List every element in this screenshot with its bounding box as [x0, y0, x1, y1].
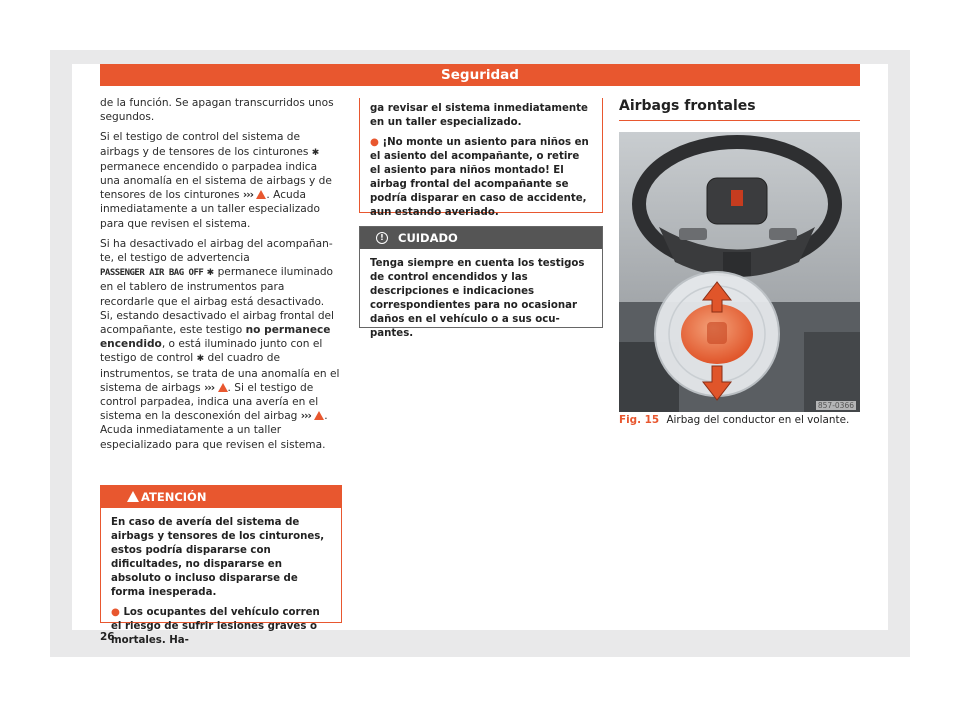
airbag-off-icon: ✱ — [206, 268, 215, 279]
paragraph: Si el testigo de control del sistema de airbags y de tensores de los cinturones ✱ permanece encendido o parpadea indica una anomalía en el sistema de airbags y de tensores de los cinturones ››› . Acuda inmediatamente a un taller especializado para que revisen el sistema. — [100, 131, 332, 230]
info-circle-icon: ! — [376, 232, 388, 244]
page-number: 26 — [100, 631, 115, 643]
cross-reference-chevrons[interactable]: ››› — [300, 410, 311, 423]
paragraph: de la función. Se apagan transcurridos unos segundos. — [100, 97, 334, 124]
figure-code: 857-0366 — [817, 401, 854, 410]
section-header: Seguridad — [100, 64, 860, 86]
care-header: ! CUIDADO — [360, 227, 602, 249]
figure-label: Fig. 15 — [619, 414, 660, 426]
figure-steering-wheel-airbag — [619, 132, 860, 412]
attention-body: En caso de avería del sistema de airbags y tensores de los cinturones, estos podría dispararse con dificultades, no dispararse en absoluto o incluso dispararse de forma inesperada. ● Los ocupantes del vehículo corren el riesgo de sufrir lesiones graves o mortales. Ha- — [111, 517, 325, 646]
attention-box-continued — [359, 98, 603, 218]
attention-body: ga revisar el sistema inmediatamente en un taller especializado. ● ¡No monte un asiento para niños en el asiento del acompañante, o retire el asiento para niños montado! El airbag frontal del acompañante se podría disparar en caso de accidente, aun estando averiado. — [370, 103, 589, 218]
cross-reference-chevrons[interactable]: ››› — [242, 189, 254, 202]
steering-wheel-illustration — [619, 132, 860, 412]
care-body: Tenga siempre en cuenta los testigos de control encendidos y las descripciones e indicaciones correspondientes para no ocasionar daños en el vehículo o a sus ocupantes. — [370, 258, 585, 339]
warning-triangle-icon — [256, 190, 266, 199]
warning-triangle-icon — [218, 383, 228, 392]
cross-reference-chevrons[interactable]: ››› — [204, 381, 215, 394]
section-title: Airbags frontales — [619, 98, 860, 121]
warning-triangle-icon — [127, 491, 139, 502]
figure-caption: Fig. 15 Airbag del conductor en el volante. — [619, 414, 850, 426]
attention-header: ATENCIÓN — [101, 486, 341, 508]
seatbelt-warning-icon: ✱ — [311, 147, 320, 158]
seatbelt-warning-icon: ✱ — [196, 354, 205, 365]
bullet-icon: ● — [370, 137, 379, 148]
bullet-icon: ● — [111, 607, 120, 618]
care-box — [359, 226, 603, 339]
text-column-1 — [100, 96, 340, 458]
passenger-airbag-off-label: PASSENGER AIR BAG OFF — [100, 268, 204, 279]
warning-triangle-icon — [314, 411, 324, 420]
paragraph: Si ha desactivado el airbag del acompañante, el testigo de advertencia PASSENGER AIR BAG OFF ✱ permanece iluminado en el tablero de instrumentos para recordarle que el airbag está desactivado. Si, estando desactivado el airbag frontal del acompañante, este testigo no permanece encendido, o está iluminado junto con el testigo de control ✱ del cuadro de instrumentos, se trata de una anomalía en el sistema de airbags ››› . Si el testigo de control parpadea, indica una avería en el sistema en la desconexión del airbag ››› . Acuda inmediatamente a un taller especializado para que revisen el sistema. — [100, 237, 340, 451]
